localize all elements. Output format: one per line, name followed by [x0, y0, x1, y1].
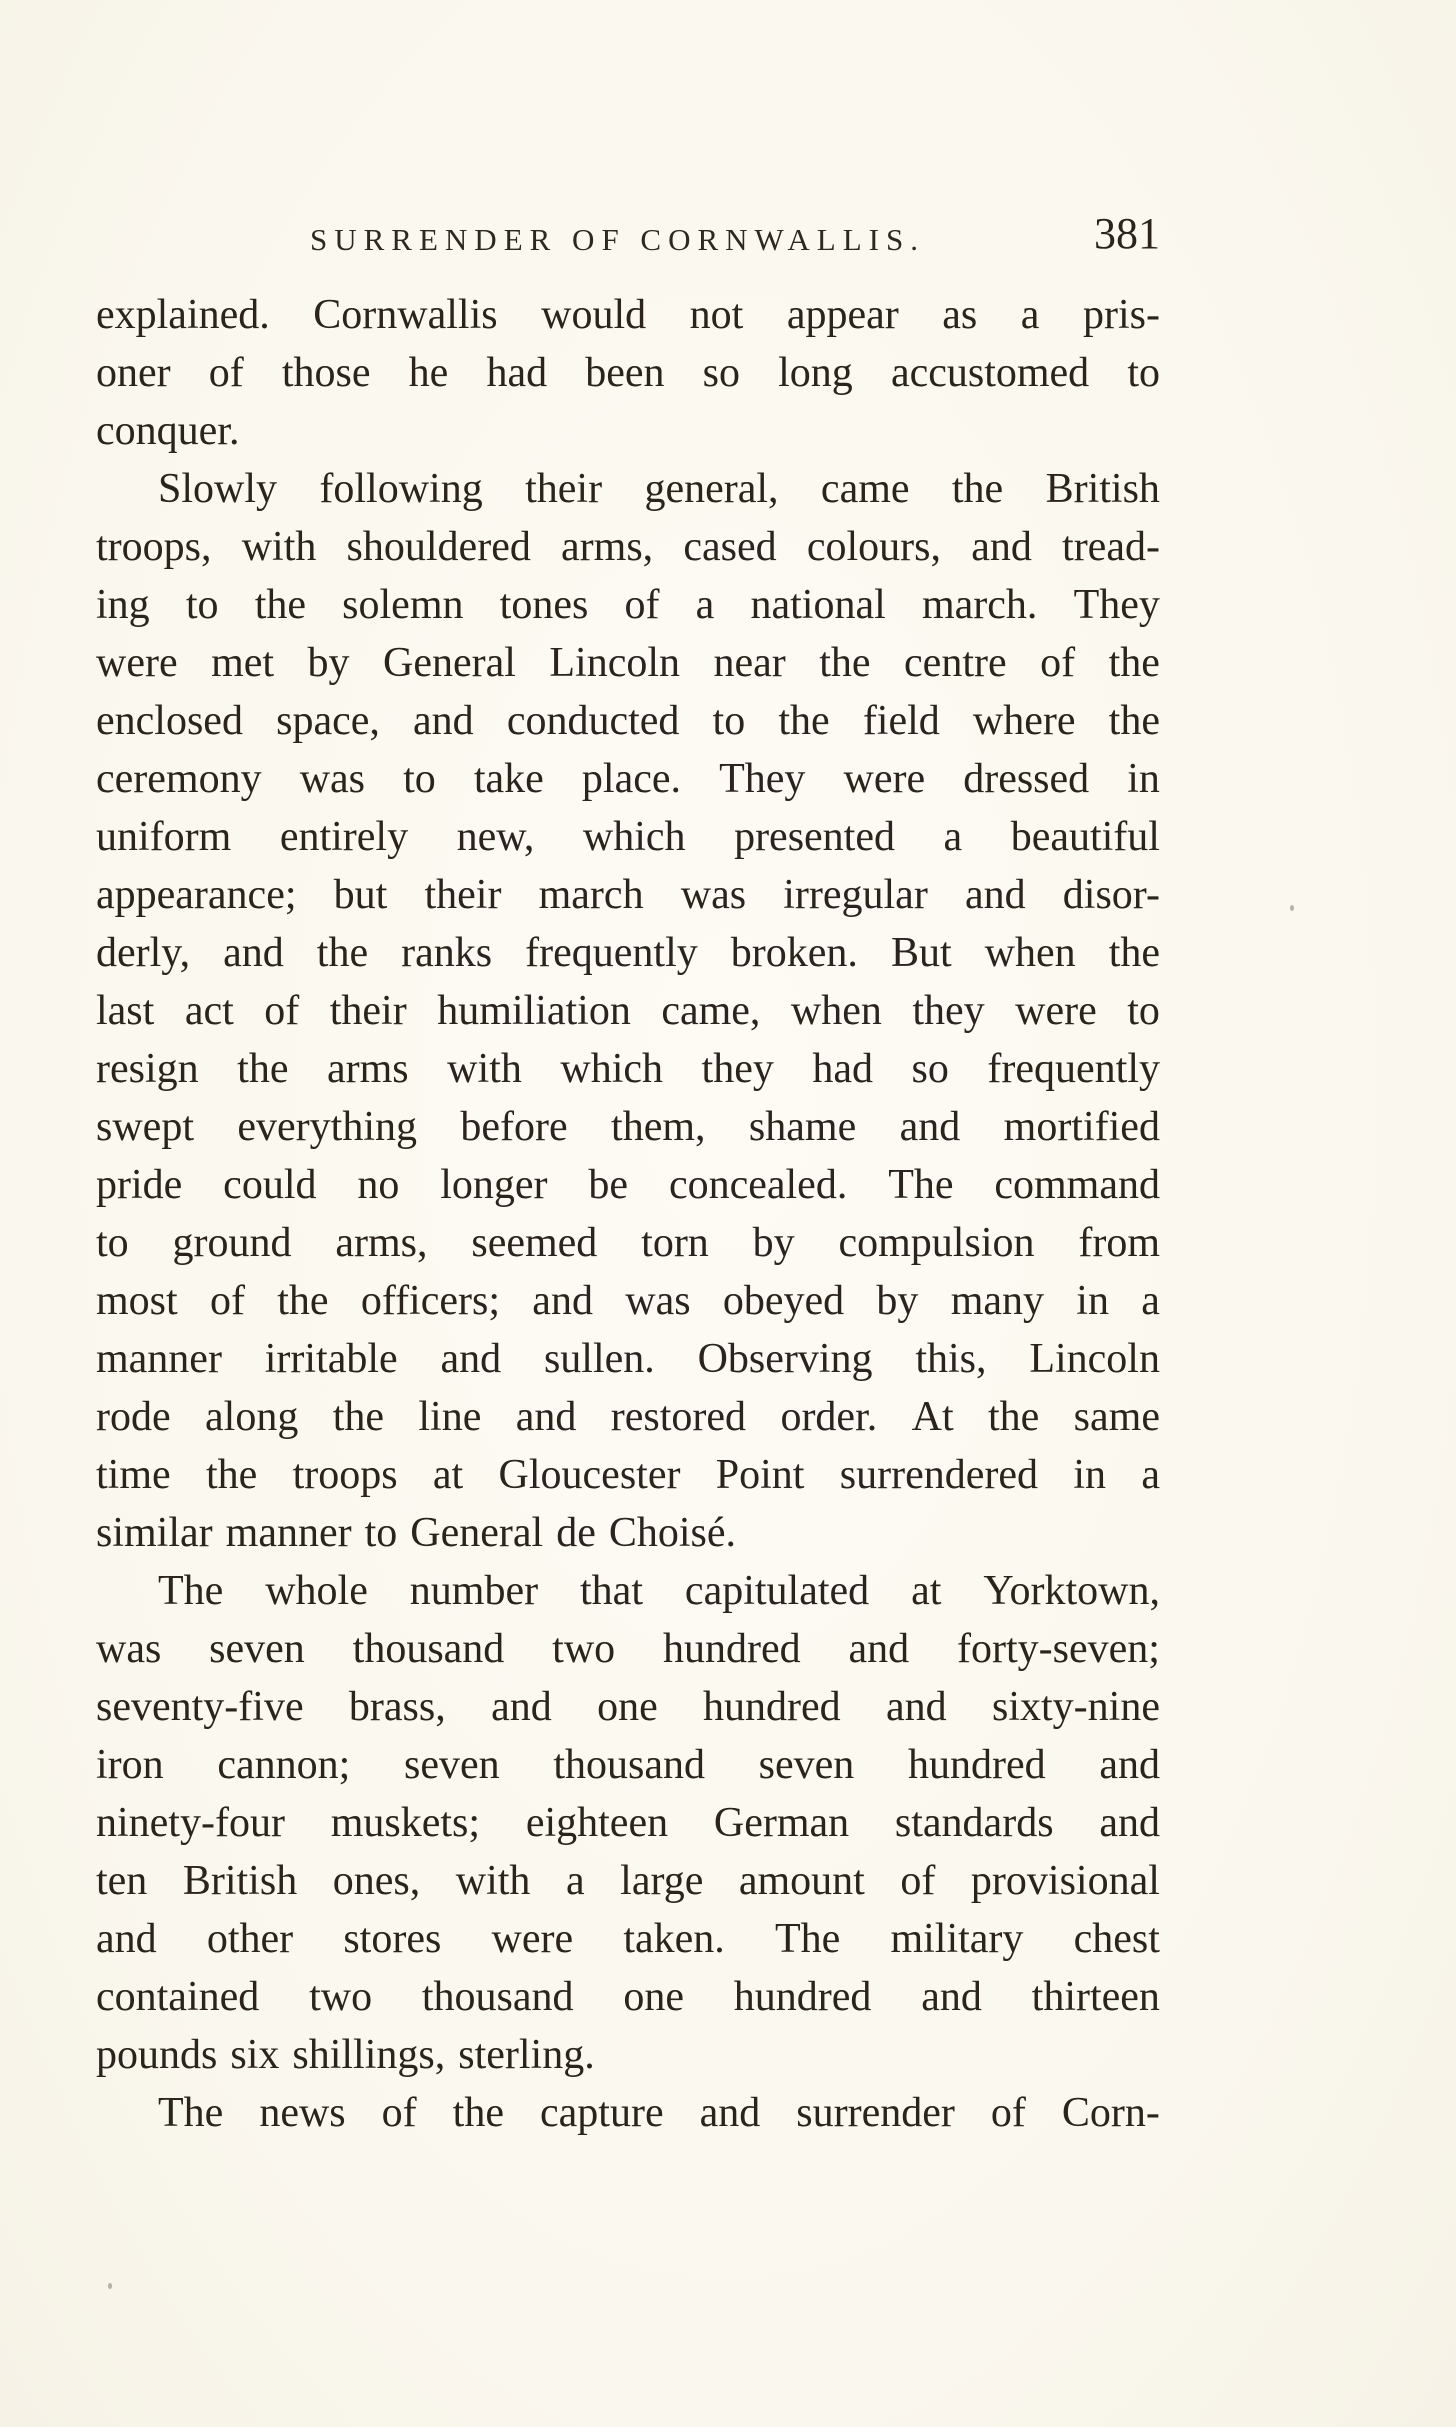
word: and — [971, 524, 1032, 570]
word: were — [96, 640, 178, 686]
word: field — [862, 698, 940, 744]
word: where — [972, 698, 1076, 744]
word: tones — [499, 582, 589, 628]
word: this, — [915, 1336, 987, 1382]
word: thousand — [421, 1974, 574, 2020]
word: march — [538, 872, 644, 918]
word: the — [277, 1278, 329, 1324]
word: as — [942, 292, 978, 338]
word: by — [876, 1278, 919, 1324]
word: were — [1015, 988, 1097, 1034]
word: a — [943, 814, 963, 860]
word: could — [223, 1162, 317, 1208]
word: tread- — [1062, 524, 1160, 570]
word: and — [223, 930, 284, 976]
word: to — [96, 1220, 129, 1266]
text-line — [96, 460, 1160, 518]
word: chest — [1073, 1916, 1160, 1962]
word: They — [1073, 582, 1160, 628]
word: to — [1127, 988, 1160, 1034]
word: standards — [894, 1800, 1054, 1846]
word: Point — [715, 1452, 805, 1498]
word: the — [819, 640, 871, 686]
word: ten — [96, 1858, 148, 1904]
word: appearance; — [96, 872, 297, 918]
text-line — [96, 576, 1160, 634]
word: by — [752, 1220, 795, 1266]
word: act — [184, 988, 234, 1034]
word: longer — [440, 1162, 548, 1208]
word: came — [820, 466, 910, 512]
word: contained — [96, 1974, 260, 2020]
word: pride — [96, 1162, 183, 1208]
word: conquer. — [96, 408, 240, 454]
word: he — [408, 350, 449, 396]
paper-speck — [108, 2283, 112, 2289]
text-line — [96, 1736, 1160, 1794]
word: concealed. — [668, 1162, 848, 1208]
word: hundred — [703, 1684, 841, 1730]
word: been — [585, 350, 665, 396]
page-number: 381 — [1094, 209, 1160, 258]
text-line — [96, 634, 1160, 692]
word: Cornwallis — [313, 292, 498, 338]
word: But — [890, 930, 952, 976]
word: with — [241, 524, 317, 570]
word: shillings, — [292, 2032, 446, 2078]
word: taken. — [623, 1916, 725, 1962]
word: frequently — [525, 930, 698, 976]
word: obeyed — [722, 1278, 845, 1324]
word: The — [774, 1916, 841, 1962]
word: number — [409, 1568, 539, 1614]
word: by — [307, 640, 350, 686]
word: ground — [172, 1220, 292, 1266]
word: in — [1127, 756, 1160, 802]
word: so — [702, 350, 741, 396]
word: general, — [644, 466, 779, 512]
word: new, — [456, 814, 535, 860]
word: along — [205, 1394, 299, 1440]
word: broken. — [730, 930, 858, 976]
word: The — [158, 1568, 224, 1614]
word: At — [911, 1394, 954, 1440]
word: swept — [96, 1104, 194, 1150]
word: The — [158, 2090, 224, 2136]
word: a — [1020, 292, 1040, 338]
word: beautiful — [1010, 814, 1160, 860]
word: colours, — [806, 524, 941, 570]
word: disor- — [1062, 872, 1160, 918]
word: hundred — [663, 1626, 801, 1672]
word: capitulated — [684, 1568, 870, 1614]
text-line — [96, 692, 1160, 750]
word: not — [689, 292, 744, 338]
word: appear — [786, 292, 899, 338]
word: came, — [661, 988, 761, 1034]
word: place. — [581, 756, 682, 802]
word: humiliation — [437, 988, 631, 1034]
text-line — [96, 808, 1160, 866]
word: and — [413, 698, 474, 744]
page-header — [96, 208, 1160, 268]
word: forty-seven; — [956, 1626, 1160, 1672]
word: no — [357, 1162, 400, 1208]
word: they — [701, 1046, 774, 1092]
word: irregular — [783, 872, 928, 918]
word: order. — [780, 1394, 878, 1440]
word: at — [911, 1568, 942, 1614]
word: the — [1108, 930, 1160, 976]
word: in — [1076, 1278, 1109, 1324]
text-line — [96, 518, 1160, 576]
word: mortified — [1003, 1104, 1160, 1150]
word: similar — [96, 1510, 213, 1556]
word: thousand — [553, 1742, 705, 1788]
word: British — [182, 1858, 298, 1904]
word: manner — [225, 1510, 352, 1556]
word: one — [597, 1684, 658, 1730]
word: ing — [96, 582, 150, 628]
text-line — [96, 1098, 1160, 1156]
word: rode — [96, 1394, 171, 1440]
word: derly, — [96, 930, 191, 976]
word: the — [316, 930, 369, 976]
word: of — [624, 582, 660, 628]
word: was — [625, 1278, 691, 1324]
word: last — [96, 988, 155, 1034]
word: the — [951, 466, 1004, 512]
word: amount — [738, 1858, 865, 1904]
word: when — [984, 930, 1076, 976]
word: line — [418, 1394, 482, 1440]
word: were — [491, 1916, 574, 1962]
word: long — [778, 350, 853, 396]
text-line — [96, 2084, 1160, 2142]
running-head: SURRENDER OF CORNWALLIS. — [310, 222, 925, 257]
word: presented — [734, 814, 895, 860]
word: of — [900, 1858, 936, 1904]
word: a — [565, 1858, 585, 1904]
word: seven — [209, 1626, 305, 1672]
word: ones, — [332, 1858, 421, 1904]
word: and — [515, 1394, 577, 1440]
word: the — [254, 582, 306, 628]
word: the — [237, 1046, 289, 1092]
word: and — [699, 2090, 761, 2136]
text-line — [96, 1562, 1160, 1620]
word: was — [299, 756, 366, 802]
word: seven — [758, 1742, 855, 1788]
word: of — [381, 2090, 417, 2136]
paper-speck — [1290, 905, 1294, 911]
word: to — [1127, 350, 1160, 396]
word: that — [580, 1568, 643, 1614]
word: and — [440, 1336, 502, 1382]
word: them, — [611, 1104, 706, 1150]
word: General — [410, 1510, 544, 1556]
word: but — [333, 872, 388, 918]
word: when — [790, 988, 882, 1034]
word: eighteen — [525, 1800, 669, 1846]
word: had — [486, 350, 548, 396]
word: brass, — [348, 1684, 446, 1730]
word: would — [541, 292, 647, 338]
word: to — [712, 698, 746, 744]
text-line — [96, 286, 1160, 344]
word: near — [713, 640, 786, 686]
word: seemed — [471, 1220, 598, 1266]
word: Observing — [697, 1336, 873, 1382]
text-line — [96, 1794, 1160, 1852]
word: space, — [276, 698, 380, 744]
word: of — [990, 2090, 1026, 2136]
word: to — [185, 582, 219, 628]
word: the — [205, 1452, 258, 1498]
word: six — [230, 2032, 280, 2078]
word: pounds — [96, 2032, 218, 2078]
text-line — [96, 1388, 1160, 1446]
text-line — [96, 1330, 1160, 1388]
word: the — [1108, 640, 1160, 686]
word: the — [778, 698, 830, 744]
word: and — [921, 1974, 982, 2020]
word: torn — [641, 1220, 709, 1266]
word: and — [848, 1626, 910, 1672]
word: They — [719, 756, 806, 802]
word: troops — [292, 1452, 398, 1498]
word: command — [994, 1162, 1160, 1208]
word: before — [460, 1104, 568, 1150]
word: pris- — [1082, 292, 1160, 338]
word: Corn- — [1061, 2090, 1160, 2136]
text-line — [96, 1678, 1160, 1736]
word: muskets; — [330, 1800, 481, 1846]
text-line — [96, 924, 1160, 982]
word: from — [1078, 1220, 1160, 1266]
word: conducted — [506, 698, 680, 744]
word: news — [259, 2090, 346, 2136]
word: and — [532, 1278, 593, 1324]
word: shame — [748, 1104, 857, 1150]
word: large — [620, 1858, 704, 1904]
word: take — [473, 756, 544, 802]
word: their — [424, 872, 502, 918]
word: Slowly — [158, 466, 278, 512]
word: and — [491, 1684, 552, 1730]
text-line — [96, 1620, 1160, 1678]
word: accustomed — [890, 350, 1090, 396]
word: a — [695, 582, 715, 628]
word: arms, — [561, 524, 654, 570]
word: the — [452, 2090, 504, 2136]
word: Gloucester — [498, 1452, 681, 1498]
text-line — [96, 344, 1160, 402]
word: surrendered — [839, 1452, 1039, 1498]
word: entirely — [279, 814, 409, 860]
word: arms — [327, 1046, 409, 1092]
word: Yorktown, — [983, 1568, 1160, 1614]
word: German — [713, 1800, 850, 1846]
word: troops, — [96, 524, 212, 570]
word: and — [96, 1916, 157, 1962]
word: Choisé. — [608, 1510, 737, 1556]
word: sixty-nine — [992, 1684, 1160, 1730]
text-line — [96, 1968, 1160, 2026]
word: they — [912, 988, 985, 1034]
word: which — [582, 814, 686, 860]
word: arms, — [335, 1220, 428, 1266]
word: military — [890, 1916, 1024, 1962]
word: solemn — [342, 582, 464, 628]
word: their — [329, 988, 407, 1034]
text-line — [96, 1910, 1160, 1968]
word: uniform — [96, 814, 232, 860]
word: sullen. — [543, 1336, 655, 1382]
word: sterling. — [458, 2032, 595, 2078]
word: those — [281, 350, 371, 396]
word: of — [264, 988, 300, 1034]
word: had — [812, 1046, 874, 1092]
text-line — [96, 1446, 1160, 1504]
word: frequently — [987, 1046, 1160, 1092]
word: dressed — [963, 756, 1090, 802]
word: Lincoln — [1029, 1336, 1160, 1382]
word: and — [899, 1104, 961, 1150]
word: two — [552, 1626, 616, 1672]
word: of — [209, 1278, 245, 1324]
word: two — [309, 1974, 373, 2020]
word: met — [211, 640, 275, 686]
word: of — [1040, 640, 1076, 686]
word: one — [623, 1974, 684, 2020]
word: and — [1099, 1800, 1160, 1846]
word: seventy-five — [96, 1684, 304, 1730]
word: General — [383, 640, 516, 686]
body-text — [96, 286, 1160, 2142]
word: compulsion — [838, 1220, 1035, 1266]
word: everything — [237, 1104, 417, 1150]
word: enclosed — [96, 698, 243, 744]
text-line — [96, 1156, 1160, 1214]
word: oner — [96, 350, 171, 396]
word: same — [1073, 1394, 1160, 1440]
word: resign — [96, 1046, 199, 1092]
word: hundred — [907, 1742, 1046, 1788]
word: was — [96, 1626, 162, 1672]
text-line — [96, 2026, 1160, 2084]
word: the — [332, 1394, 385, 1440]
text-line — [96, 1504, 1160, 1562]
word: centre — [904, 640, 1007, 686]
word: were — [843, 756, 926, 802]
word: so — [911, 1046, 949, 1092]
word: and — [886, 1684, 947, 1730]
word: ninety-four — [96, 1800, 285, 1846]
text-line — [96, 1272, 1160, 1330]
word: irritable — [264, 1336, 398, 1382]
word: a — [1141, 1278, 1160, 1324]
word: the — [1108, 698, 1160, 744]
word: provisional — [970, 1858, 1160, 1904]
word: with — [455, 1858, 531, 1904]
word: to — [364, 1510, 398, 1556]
word: which — [560, 1046, 664, 1092]
text-line — [96, 750, 1160, 808]
word: seven — [403, 1742, 500, 1788]
word: a — [1141, 1452, 1160, 1498]
word: with — [447, 1046, 522, 1092]
text-line — [96, 402, 1160, 460]
word: The — [888, 1162, 954, 1208]
word: and — [1099, 1742, 1160, 1788]
word: at — [432, 1452, 464, 1498]
word: cannon; — [217, 1742, 351, 1788]
word: to — [403, 756, 436, 802]
word: Lincoln — [549, 640, 681, 686]
word: iron — [96, 1742, 164, 1788]
word: in — [1073, 1452, 1107, 1498]
word: be — [588, 1162, 629, 1208]
word: other — [206, 1916, 294, 1962]
word: manner — [96, 1336, 222, 1382]
word: their — [525, 466, 603, 512]
word: officers; — [360, 1278, 501, 1324]
text-line — [96, 1040, 1160, 1098]
word: many — [950, 1278, 1045, 1324]
word: de — [556, 1510, 596, 1556]
word: surrender — [796, 2090, 955, 2136]
word: capture — [540, 2090, 664, 2136]
word: march. — [921, 582, 1038, 628]
word: shouldered — [346, 524, 531, 570]
word: hundred — [733, 1974, 872, 2020]
word: whole — [265, 1568, 368, 1614]
word: thirteen — [1031, 1974, 1160, 2020]
word: cased — [683, 524, 777, 570]
word: time — [96, 1452, 171, 1498]
text-line — [96, 866, 1160, 924]
word: thousand — [352, 1626, 505, 1672]
word: ceremony — [96, 756, 262, 802]
word: and — [964, 872, 1026, 918]
text-line — [96, 1852, 1160, 1910]
word: restored — [610, 1394, 747, 1440]
word: national — [750, 582, 886, 628]
word: explained. — [96, 292, 270, 338]
word: stores — [343, 1916, 442, 1962]
word: of — [208, 350, 244, 396]
word: was — [680, 872, 747, 918]
text-line — [96, 1214, 1160, 1272]
word: following — [319, 466, 483, 512]
text-line — [96, 982, 1160, 1040]
word: most — [96, 1278, 178, 1324]
word: British — [1045, 466, 1160, 512]
word: the — [987, 1394, 1040, 1440]
word: ranks — [401, 930, 493, 976]
